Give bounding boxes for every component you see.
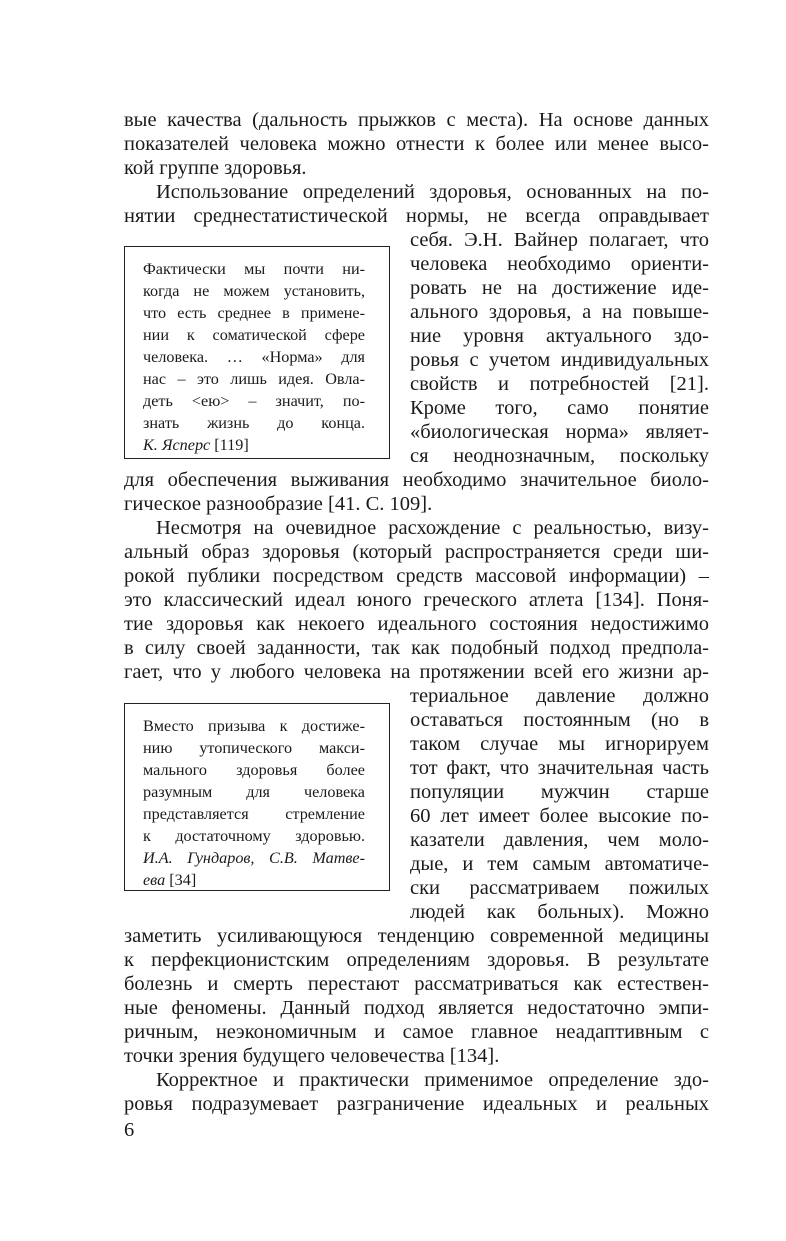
quote-line: что есть среднее в примене- bbox=[143, 304, 365, 322]
body-line: оставаться постоянным (но в bbox=[410, 709, 709, 731]
body-line: тот факт, что значительная часть bbox=[410, 757, 709, 779]
body-line: ски рассматриваем пожилых bbox=[410, 877, 709, 899]
body-line: альный образ здоровья (который распространяется среди ши- bbox=[124, 541, 709, 563]
quote-ref: [119] bbox=[210, 436, 249, 454]
body-line: Корректное и практически применимое определение здо- bbox=[156, 1069, 709, 1091]
body-line: Кроме того, само понятие bbox=[410, 397, 709, 419]
quote-line: разумным для человека bbox=[143, 783, 365, 801]
body-line: ричным, неэкономичным и самое главное неадаптивным с bbox=[124, 1021, 709, 1043]
quote-line: мального здоровья более bbox=[143, 761, 365, 779]
quote-line: представляется стремление bbox=[143, 805, 365, 823]
quote-line: Фактически мы почти ни- bbox=[143, 260, 365, 278]
body-line: 60 лет имеет более высокие по- bbox=[410, 805, 709, 827]
body-line: человека необходимо ориенти- bbox=[410, 253, 709, 275]
body-line: болезнь и смерть перестают рассматриваться как естествен- bbox=[124, 973, 709, 995]
body-line: таком случае мы игнорируем bbox=[410, 733, 709, 755]
body-line: свойств и потребностей [21]. bbox=[410, 373, 709, 395]
body-line: заметить усиливающуюся тенденцию современной медицины bbox=[124, 925, 709, 947]
body-line: «биологическая норма» являет- bbox=[410, 421, 709, 443]
quote-line: знать жизнь до конца. bbox=[143, 414, 365, 432]
body-line: показателей человека можно отнести к более или менее высо- bbox=[124, 133, 709, 155]
body-line: ровья с учетом индивидуальных bbox=[410, 349, 709, 371]
quote-line: когда не можем установить, bbox=[143, 282, 365, 300]
body-line: точки зрения будущего человечества [134]. bbox=[124, 1045, 500, 1067]
quote-attribution bbox=[143, 435, 365, 456]
body-line: тие здоровья как некоего идеального состояния недостижимо bbox=[124, 613, 709, 635]
quote-line: нии к соматической сфере bbox=[143, 326, 365, 344]
body-line: людей как больных). Можно bbox=[410, 901, 709, 923]
body-line: ные феномены. Данный подход является недостаточно эмпи- bbox=[124, 997, 709, 1019]
quote-line: деть <ею> – значит, по- bbox=[143, 392, 365, 410]
body-line: Несмотря на очевидное расхождение с реальностью, визу- bbox=[156, 517, 709, 539]
body-line: ние уровня актуального здо- bbox=[410, 325, 709, 347]
body-line: гает, что у любого человека на протяжении всей его жизни ар- bbox=[124, 661, 709, 683]
body-line: дые, и тем самым автоматиче- bbox=[410, 853, 709, 875]
body-line: нятии среднестатистической нормы, не всегда оправдывает bbox=[124, 205, 709, 227]
quote-ref: [34] bbox=[165, 871, 197, 889]
body-line: кой группе здоровья. bbox=[124, 157, 307, 179]
quote-author: К. Ясперс bbox=[143, 436, 211, 454]
body-line: популяции мужчин старше bbox=[410, 781, 709, 803]
body-line: рокой публики посредством средств массовой информации) – bbox=[124, 565, 709, 587]
body-line: Использование определений здоровья, основанных на по- bbox=[156, 181, 709, 203]
quote-line: к достаточному здоровью. bbox=[143, 827, 365, 845]
body-line: ся неоднозначным, поскольку bbox=[410, 445, 709, 467]
quote-line: Вместо призыва к достиже- bbox=[143, 717, 365, 735]
body-line: себя. Э.Н. Вайнер полагает, что bbox=[410, 229, 709, 251]
body-line: териальное давление должно bbox=[410, 685, 709, 707]
quote-author: И.А. Гундаров, С.В. Матве- bbox=[143, 849, 365, 867]
body-line: это классический идеал юного греческого атлета [134]. Поня- bbox=[124, 589, 709, 611]
quote-box-gundarov bbox=[124, 703, 390, 891]
quote-line: человека. … «Норма» для bbox=[143, 348, 365, 366]
quote-line: нас – это лишь идея. Овла- bbox=[143, 370, 365, 388]
body-line: ального здоровья, а на повыше- bbox=[410, 301, 709, 323]
page-number: 6 bbox=[124, 1119, 135, 1141]
body-line: ровья подразумевает разграничение идеальных и реальных bbox=[124, 1093, 709, 1115]
body-line: вые качества (дальность прыжков с места). На основе данных bbox=[124, 109, 709, 131]
quote-author: ева bbox=[143, 871, 166, 889]
body-line: гическое разнообразие [41. С. 109]. bbox=[124, 493, 433, 515]
quote-line: нию утопического макси- bbox=[143, 739, 365, 757]
body-line: ровать не на достижение иде- bbox=[410, 277, 709, 299]
body-line: в силу своей заданности, так как подобный подход предпола- bbox=[124, 637, 709, 659]
body-line: для обеспечения выживания необходимо значительное биоло- bbox=[124, 469, 709, 491]
quote-attribution bbox=[143, 870, 365, 891]
body-line: казатели давления, чем моло- bbox=[410, 829, 709, 851]
quote-box-jaspers bbox=[124, 246, 390, 459]
body-line: к перфекционистским определениям здоровья. В результате bbox=[124, 949, 709, 971]
